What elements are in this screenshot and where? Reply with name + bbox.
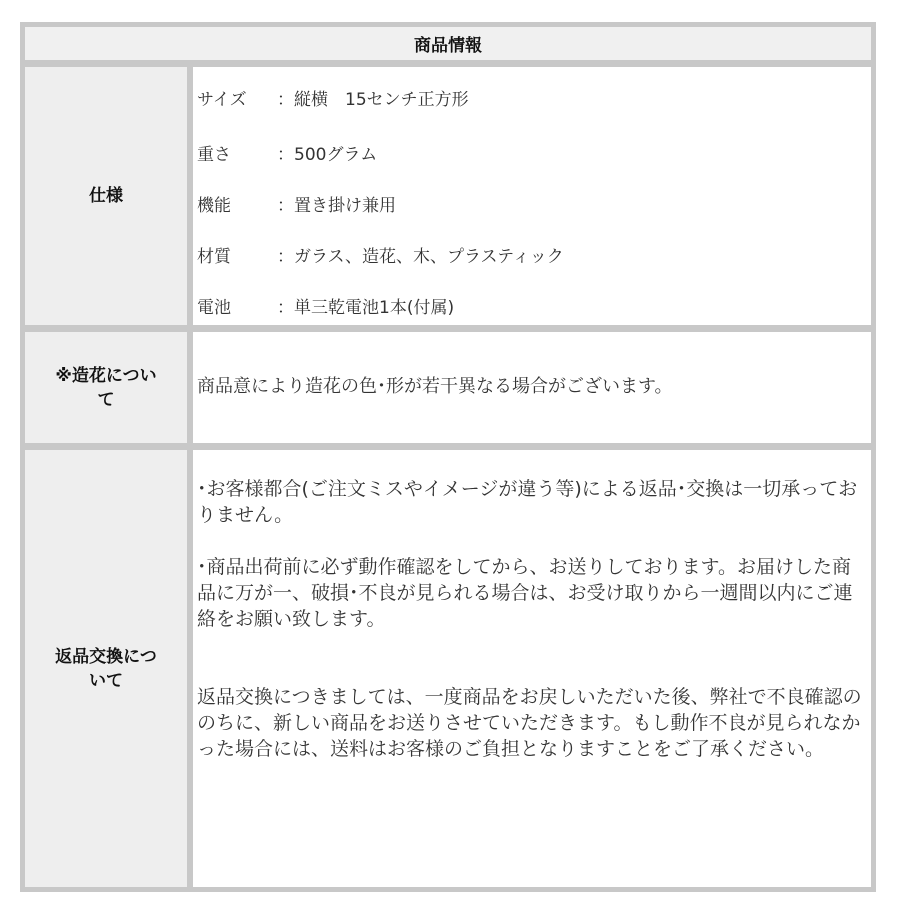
returns-paragraph: ･商品出荷前に必ず動作確認をしてから、お送りしております。お届けした商品に万が一、破損･不良が見られる場合は、お受け取りから一週間以内にご連絡をお願い致します。 — [197, 556, 853, 630]
spec-row-label: サイズ — [197, 89, 247, 110]
spec-label-cell — [25, 67, 187, 325]
spec-row-value: ：ガラス、造花、木、プラスティック — [277, 247, 564, 267]
spec-value-cell — [193, 67, 871, 325]
flower-note-heading-line2: て — [97, 389, 115, 410]
flower-note-text: 商品意により造花の色･形が若干異なる場合がございます。 — [197, 375, 673, 397]
returns-heading — [55, 645, 157, 693]
returns-label-cell — [25, 450, 187, 887]
spec-row-value: ：単三乾電池1本(付属) — [277, 298, 455, 318]
product-info-table — [20, 22, 876, 892]
spec-row-material — [197, 229, 867, 280]
spec-row-weight — [197, 127, 867, 178]
spec-heading: 仕様 — [89, 186, 123, 206]
flower-note-label-cell — [25, 332, 187, 443]
table-header — [25, 27, 871, 60]
flower-note-heading-line1: ※造花につい — [55, 365, 157, 386]
spec-row-label: 機能 — [197, 196, 231, 216]
spec-row-label: 重さ — [197, 145, 231, 165]
spec-row-battery — [197, 280, 867, 325]
returns-paragraph: ･お客様都合(ご注文ミスやイメージが違う等)による返品･交換は一切承っておりません。 — [197, 478, 858, 526]
flower-note-value-cell — [193, 332, 871, 443]
returns-heading-line2: いて — [88, 670, 123, 691]
spec-row-value: ：置き掛け兼用 — [277, 196, 396, 216]
flower-note-heading — [55, 364, 156, 412]
spec-row-label: 電池 — [197, 298, 231, 318]
spec-list — [197, 67, 867, 325]
spec-row-function — [197, 178, 867, 229]
table-title: 商品情報 — [414, 36, 482, 56]
spec-row-label: 材質 — [197, 247, 231, 267]
spec-row-size — [197, 67, 867, 127]
returns-paragraph: 返品交換につきましては、一度商品をお戻しいただいた後、弊社で不良確認ののちに、新しい商品をお送りさせていただきます。もし動作不良が見られなかった場合には、送料はお客様のご負担となりますことをご了承ください。 — [197, 686, 862, 760]
spec-row-value: ：500グラム — [277, 145, 378, 165]
spec-row-value: ：縦横 15センチ正方形 — [277, 89, 469, 110]
returns-heading-line1: 返品交換につ — [55, 646, 157, 667]
returns-value-cell — [193, 450, 871, 887]
